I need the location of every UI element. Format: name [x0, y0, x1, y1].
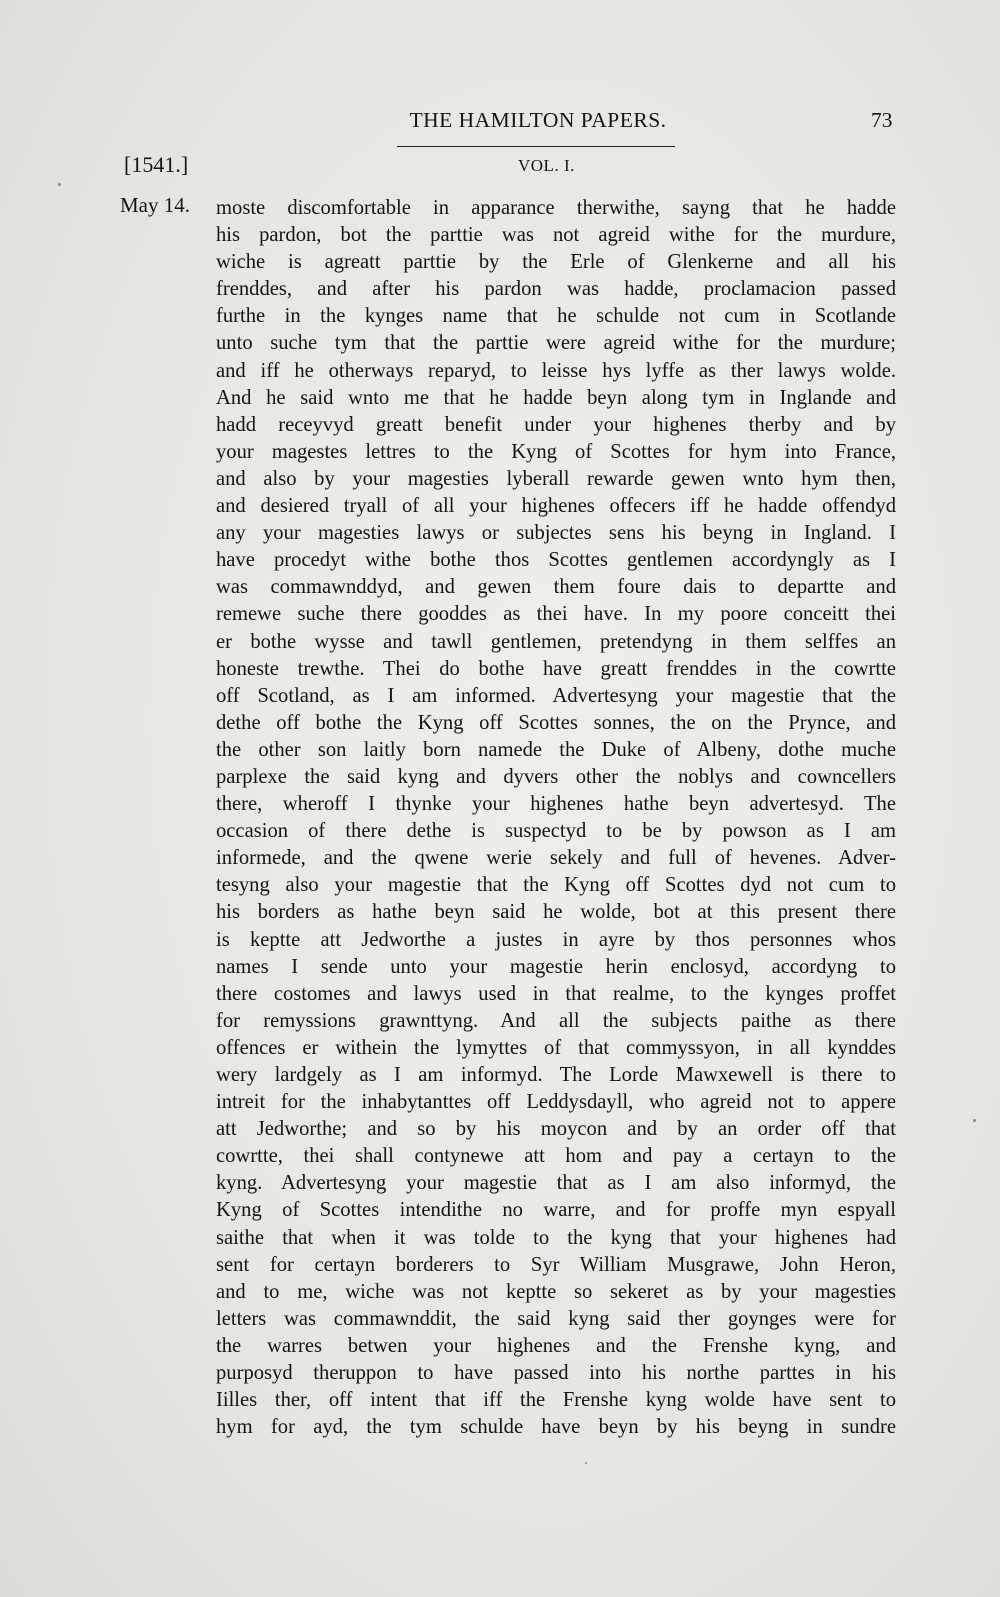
text-line: wery lardgely as I am informyd. The Lorde Mawxewell is there to [216, 1064, 896, 1086]
text-line: tesyng also your magestie that the Kyng off Scottes dyd not cum to [216, 874, 896, 897]
text-line: intreit for the inhabytanttes off Leddysdayll, who agreid not to appere [216, 1091, 896, 1114]
text-line: sent for certayn borderers to Syr William Musgrawe, John Heron, [216, 1253, 896, 1276]
text-line: his pardon, bot the parttie was not agreid withe for the murdure, [216, 224, 896, 247]
volume-label: VOL. I. [518, 156, 575, 175]
text-line: saithe that when it was tolde to the kyng that your highenes had [216, 1226, 896, 1249]
text-line: Kyng of Scottes intendithe no warre, and for proffe myn espyall [216, 1199, 896, 1222]
text-line: any your magesties lawys or subjectes sens his beyng in Ingland. I [216, 522, 896, 545]
running-title: THE HAMILTON PAPERS. [409, 108, 667, 132]
page-number: 73 [871, 108, 893, 132]
text-line: is keptte att Jedworthe a justes in ayre by thos personnes whos [216, 928, 896, 951]
text-line: and desiered tryall of all your highenes offecers iff he hadde offendyd [216, 495, 896, 518]
text-line: er bothe wysse and tawll gentlemen, pretendyng in them selffes an [216, 630, 896, 653]
text-line: purposyd theruppon to have passed into his northe parttes in his [216, 1362, 896, 1385]
text-line: furthe in the kynges name that he schulde not cum in Scotlande [216, 305, 896, 328]
text-line: wiche is agreatt parttie by the Erle of Glenkerne and all his [216, 251, 896, 274]
year-note: [1541.] [124, 152, 189, 177]
page-speck [973, 1119, 976, 1122]
text-line: dethe off bothe the Kyng off Scottes sonnes, the on the Prynce, and [216, 711, 896, 734]
text-line: frenddes, and after his pardon was hadde, proclamacion passed [216, 278, 896, 301]
text-line: there, wheroff I thynke your highenes hathe beyn advertesyd. The [216, 793, 896, 816]
text-line: off Scotland, as I am informed. Advertesyng your magestie that the [216, 684, 896, 707]
text-line: occasion of there dethe is suspectyd to be by powson as I am [216, 820, 896, 843]
text-line: honeste trewthe. Thei do bothe have greatt frenddes in the cowrtte [216, 657, 896, 680]
text-line: and iff he otherways reparyd, to leisse hys lyffe as ther lawys wolde. [216, 359, 896, 382]
text-line: att Jedworthe; and so by his moycon and by an order off that [216, 1118, 896, 1141]
text-line: your magestes lettres to the Kyng of Scottes for hym into France, [216, 440, 896, 463]
text-line: and to me, wiche was not keptte so sekeret as by your magesties [216, 1280, 896, 1303]
text-line: his borders as hathe beyn said he wolde, bot at this present there [216, 901, 896, 924]
text-line: moste discomfortable in apparance therwithe, sayng that he hadde [216, 197, 896, 219]
header-rule [397, 146, 675, 147]
text-line: hym for ayd, the tym schulde have beyn by his beyng in sundre [216, 1416, 896, 1439]
text-line: have procedyt withe bothe thos Scottes gentlemen accordyngly as I [216, 549, 896, 572]
margin-date: May 14. [120, 193, 190, 217]
text-line: unto suche tym that the parttie were agreid withe for the murdure; [216, 332, 896, 355]
text-line: And he said wnto me that he hadde beyn along tym in Inglande and [216, 386, 896, 409]
text-line: was commawnddyd, and gewen them foure dais to departte and [216, 576, 896, 599]
text-line: cowrtte, thei shall contynewe att hom and pay a certayn to the [216, 1145, 896, 1168]
text-line: the warres betwen your highenes and the Frenshe kyng, and [216, 1334, 896, 1357]
page-speck [585, 1462, 587, 1464]
text-line: names I sende unto your magestie herin enclosyd, accordyng to [216, 955, 896, 978]
text-line: the other son laitly born namede the Duke of Albeny, dothe muche [216, 738, 896, 761]
text-line: for remyssions grawnttyng. And all the subjects paithe as there [216, 1009, 896, 1032]
text-line: offences er withein the lymyttes of that commyssyon, in all kynddes [216, 1036, 896, 1059]
page-speck [58, 183, 61, 186]
text-line: kyng. Advertesyng your magestie that as I am also informyd, the [216, 1172, 896, 1195]
text-line: hadd receyvyd greatt benefit under your highenes therby and by [216, 413, 896, 436]
text-line: Iilles ther, off intent that iff the Frenshe kyng wolde have sent to [216, 1389, 896, 1412]
text-line: there costomes and lawys used in that realme, to the kynges proffet [216, 982, 896, 1005]
text-line: and also by your magesties lyberall rewarde gewen wnto hym then, [216, 467, 896, 490]
text-line: remewe suche there gooddes as thei have. In my poore conceitt thei [216, 603, 896, 626]
text-line: parplexe the said kyng and dyvers other the noblys and cowncellers [216, 765, 896, 788]
text-line: informede, and the qwene werie sekely and full of hevenes. Adver- [216, 847, 896, 870]
text-line: letters was commawnddit, the said kyng said ther goynges were for [216, 1307, 896, 1330]
body-text [216, 195, 896, 1441]
